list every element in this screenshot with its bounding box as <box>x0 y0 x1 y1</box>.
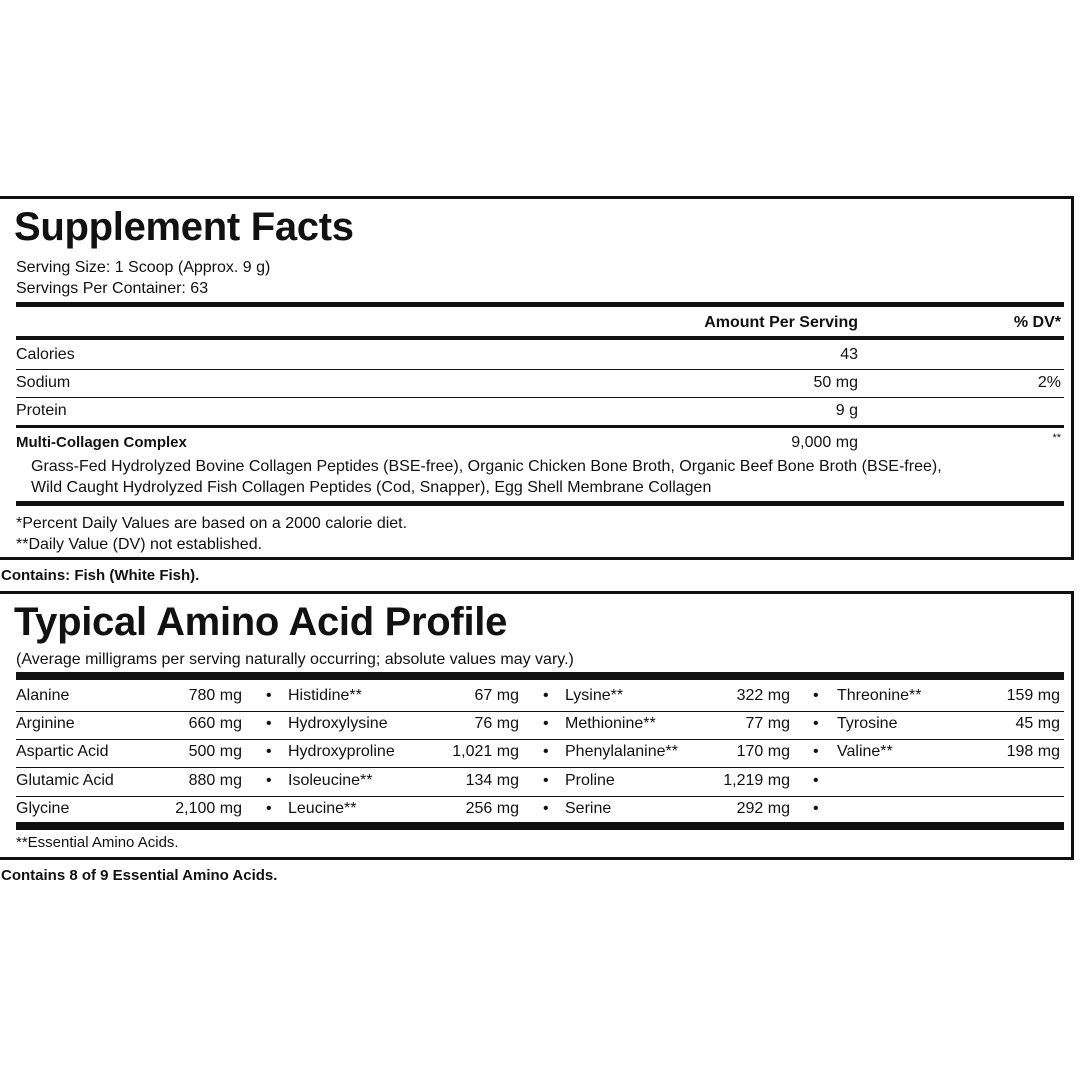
bullet-separator: • <box>543 800 549 817</box>
amino-profile-subtitle: (Average milligrams per serving naturally occurring; absolute values may vary.) <box>16 651 574 668</box>
amino-acid-value: 780 mg <box>188 687 242 704</box>
thin-divider <box>16 369 1064 370</box>
nutrient-name: Sodium <box>16 374 71 391</box>
bullet-separator: • <box>543 687 549 704</box>
thin-divider <box>16 767 1064 768</box>
amino-acid-value: 170 mg <box>736 743 790 760</box>
nutrient-amount: 50 mg <box>813 374 858 391</box>
bullet-separator: • <box>266 715 272 732</box>
amino-acid-name: Serine <box>565 800 612 817</box>
amino-acid-value: 1,021 mg <box>452 743 519 760</box>
amino-acid-name: Alanine <box>16 687 70 704</box>
amino-acid-value: 322 mg <box>736 687 790 704</box>
amino-acid-value: 256 mg <box>465 800 519 817</box>
complex-ingredients-line1: Grass-Fed Hydrolyzed Bovine Collagen Peptides (BSE-free), Organic Chicken Bone Broth, Organic Beef Bone Broth (BSE-free), <box>31 458 942 475</box>
amino-acid-name: Leucine** <box>288 800 357 817</box>
amino-acid-value: 67 mg <box>474 687 519 704</box>
nutrient-name: Protein <box>16 402 67 419</box>
amino-acid-name: Histidine** <box>288 687 362 704</box>
thin-divider <box>16 796 1064 797</box>
amino-acid-value: 500 mg <box>188 743 242 760</box>
bullet-separator: • <box>543 715 549 732</box>
medium-divider <box>16 336 1064 340</box>
amino-acid-name: Arginine <box>16 715 75 732</box>
thick-divider <box>16 822 1064 830</box>
thick-divider <box>16 302 1064 307</box>
amino-acid-name: Phenylalanine** <box>565 743 678 760</box>
bullet-separator: • <box>543 772 549 789</box>
nutrient-amount: 43 <box>840 346 858 363</box>
amino-acid-name: Hydroxylysine <box>288 715 388 732</box>
complex-ingredients-line2: Wild Caught Hydrolyzed Fish Collagen Peptides (Cod, Snapper), Egg Shell Membrane Collagen <box>31 479 712 496</box>
supplement-facts-panel <box>0 196 1074 560</box>
bullet-separator: • <box>266 687 272 704</box>
amino-acid-value: 76 mg <box>474 715 519 732</box>
thick-divider <box>16 672 1064 680</box>
amino-acid-name: Isoleucine** <box>288 772 373 789</box>
amino-profile-title: Typical Amino Acid Profile <box>14 600 508 644</box>
bullet-separator: • <box>813 800 819 817</box>
amino-acid-value: 134 mg <box>465 772 519 789</box>
amino-acid-name: Valine** <box>837 743 893 760</box>
amino-acid-name: Glycine <box>16 800 70 817</box>
essential-amino-note: Contains 8 of 9 Essential Amino Acids. <box>1 867 278 884</box>
servings-per-container: Servings Per Container: 63 <box>16 280 209 297</box>
bullet-separator: • <box>813 772 819 789</box>
footnote-dv-not-established: **Daily Value (DV) not established. <box>16 536 263 553</box>
bullet-separator: • <box>543 743 549 760</box>
nutrient-name: Calories <box>16 346 75 363</box>
complex-dv: ** <box>1052 432 1061 444</box>
amino-acid-name: Proline <box>565 772 615 789</box>
amino-acid-value: 660 mg <box>188 715 242 732</box>
bullet-separator: • <box>266 800 272 817</box>
amino-acid-value: 1,219 mg <box>723 772 790 789</box>
amino-acid-name: Tyrosine <box>837 715 898 732</box>
amino-acid-value: 880 mg <box>188 772 242 789</box>
amino-acid-profile-panel <box>0 591 1074 860</box>
serving-size: Serving Size: 1 Scoop (Approx. 9 g) <box>16 259 271 276</box>
complex-name: Multi-Collagen Complex <box>16 434 187 451</box>
amino-acid-name: Hydroxyproline <box>288 743 395 760</box>
thin-divider <box>16 397 1064 398</box>
essential-footnote: **Essential Amino Acids. <box>16 834 179 851</box>
nutrient-amount: 9 g <box>835 402 858 419</box>
thin-divider <box>16 739 1064 740</box>
footnote-percent-dv: *Percent Daily Values are based on a 2000 calorie diet. <box>16 515 408 532</box>
thick-divider <box>16 501 1064 506</box>
complex-amount: 9,000 mg <box>791 434 858 451</box>
bullet-separator: • <box>266 743 272 760</box>
amino-acid-name: Glutamic Acid <box>16 772 114 789</box>
medium-divider <box>16 425 1064 428</box>
amount-per-serving-header: Amount Per Serving <box>704 314 858 331</box>
bullet-separator: • <box>813 715 819 732</box>
bullet-separator: • <box>813 743 819 760</box>
amino-acid-name: Aspartic Acid <box>16 743 109 760</box>
bullet-separator: • <box>266 772 272 789</box>
amino-acid-name: Lysine** <box>565 687 624 704</box>
supplement-facts-title: Supplement Facts <box>14 205 354 249</box>
amino-acid-value: 45 mg <box>1015 715 1060 732</box>
dv-header: % DV* <box>1013 314 1061 331</box>
allergen-statement: Contains: Fish (White Fish). <box>1 567 200 584</box>
thin-divider <box>16 711 1064 712</box>
amino-acid-value: 292 mg <box>736 800 790 817</box>
amino-acid-name: Methionine** <box>565 715 656 732</box>
bullet-separator: • <box>813 687 819 704</box>
amino-acid-name: Threonine** <box>837 687 922 704</box>
nutrient-dv: 2% <box>1037 374 1061 391</box>
amino-acid-value: 198 mg <box>1006 743 1060 760</box>
amino-acid-value: 2,100 mg <box>175 800 242 817</box>
amino-acid-value: 77 mg <box>745 715 790 732</box>
amino-acid-value: 159 mg <box>1006 687 1060 704</box>
